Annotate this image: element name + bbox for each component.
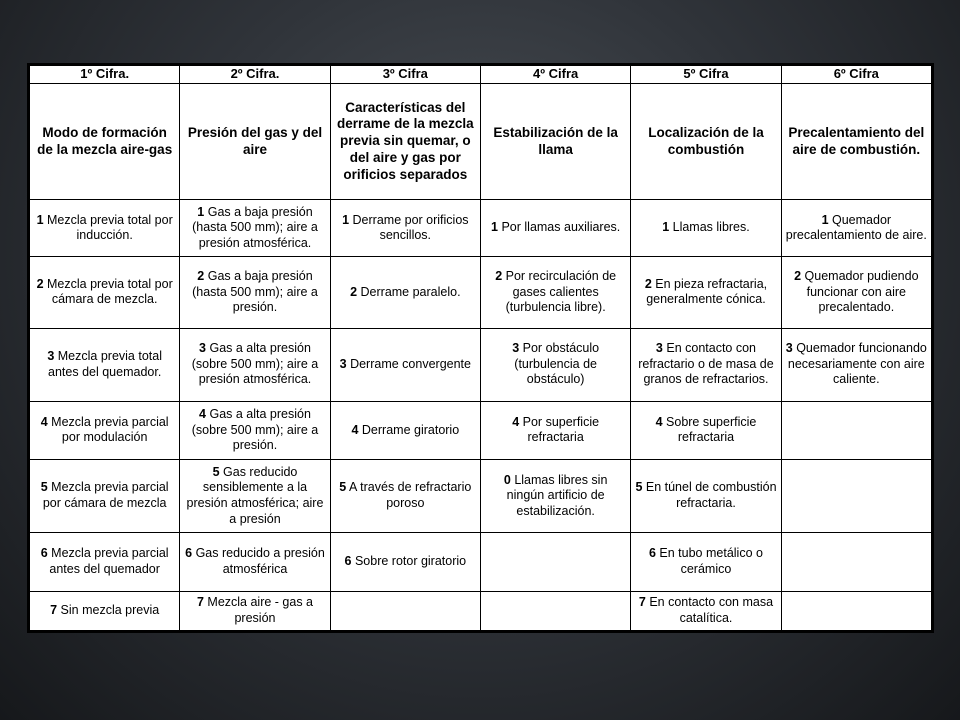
option-number: 6 — [40, 546, 48, 561]
option-number: 7 — [638, 595, 646, 610]
option-number: 2 — [794, 268, 802, 283]
option-text: Mezcla previa total antes del quemador. — [48, 349, 162, 379]
table-row — [30, 328, 932, 401]
option-text: Por recirculación de gases calientes (turbulencia libre). — [505, 268, 617, 315]
option-number: 3 — [199, 341, 206, 356]
option-text: Mezcla previa parcial por modulación — [51, 414, 169, 445]
table-row — [30, 401, 932, 460]
option-number: 6 — [185, 546, 193, 561]
option-text: Mezcla previa parcial antes del quemador — [49, 546, 169, 576]
classification-table-frame — [27, 63, 934, 633]
option-text: En contacto con masa catalítica. — [649, 595, 774, 625]
option-number: 2 — [197, 268, 205, 283]
table-cell — [180, 200, 330, 257]
column-title: Localización de la combustión — [631, 84, 781, 200]
table-cell — [631, 532, 781, 591]
option-number: 5 — [212, 464, 220, 479]
table-cell — [180, 401, 330, 460]
table-cell — [180, 257, 330, 329]
option-number: 6 — [648, 546, 656, 561]
table-row — [30, 200, 932, 257]
table-cell — [30, 200, 180, 257]
table-cell — [180, 460, 330, 533]
option-text: Mezcla previa total por cámara de mezcla. — [47, 276, 173, 307]
option-number: 3 — [339, 356, 347, 371]
option-text: A través de refractario poroso — [349, 480, 472, 511]
table-cell — [330, 401, 480, 460]
option-number: 4 — [351, 422, 359, 437]
table-cell — [30, 460, 180, 533]
option-text: Derrame giratorio — [361, 422, 460, 437]
table-cell — [781, 532, 931, 591]
table-cell — [781, 460, 931, 533]
header-cell: 1º Cifra. — [30, 66, 180, 84]
burner-classification-table — [29, 65, 932, 631]
option-number: 4 — [40, 414, 48, 429]
option-text: Mezcla previa total por inducción. — [47, 212, 173, 243]
table-cell — [330, 532, 480, 591]
table-cell — [781, 257, 931, 329]
table-cell — [480, 328, 630, 401]
table-cell — [631, 200, 781, 257]
column-title: Estabilización de la llama — [480, 84, 630, 200]
table-body — [30, 200, 932, 631]
option-text: Gas reducido sensiblemente a la presión atmosférica; aire a presión — [186, 464, 324, 526]
option-number: 1 — [342, 212, 350, 227]
table-cell — [631, 328, 781, 401]
option-number: 2 — [495, 268, 503, 283]
option-text: Gas reducido a presión atmosférica — [195, 546, 325, 576]
table-cell — [480, 200, 630, 257]
table-row — [30, 460, 932, 533]
table-cell — [781, 401, 931, 460]
option-text: Gas a alta presión (sobre 500 mm); aire a presión. — [191, 406, 319, 453]
option-number: 0 — [503, 472, 511, 487]
table-cell — [330, 328, 480, 401]
option-number: 4 — [512, 414, 520, 429]
option-number: 3 — [512, 341, 520, 356]
option-number: 4 — [199, 406, 206, 421]
option-number: 5 — [339, 480, 347, 495]
option-number: 1 — [197, 204, 205, 219]
header-cell: 4º Cifra — [480, 66, 630, 84]
column-title: Presión del gas y del aire — [180, 84, 330, 200]
option-number: 4 — [655, 414, 663, 429]
option-text: Sobre rotor giratorio — [354, 553, 467, 568]
table-cell — [480, 401, 630, 460]
option-text: Por obstáculo (turbulencia de obstáculo) — [514, 341, 600, 387]
table-cell — [30, 257, 180, 329]
table-cell — [781, 328, 931, 401]
option-text: Quemador funcionando necesariamente con aire caliente. — [787, 341, 927, 387]
table-row — [30, 257, 932, 329]
column-title: Modo de formación de la mezcla aire-gas — [30, 84, 180, 200]
option-number: 3 — [785, 341, 793, 356]
option-text: Derrame por orificios sencillos. — [352, 212, 469, 243]
table-cell — [480, 532, 630, 591]
table-cell — [30, 328, 180, 401]
option-number: 3 — [655, 341, 663, 356]
table-cell — [631, 460, 781, 533]
option-number: 2 — [36, 276, 44, 291]
option-number: 1 — [821, 212, 829, 227]
option-number: 2 — [644, 276, 652, 291]
option-number: 6 — [344, 553, 352, 568]
option-number: 2 — [350, 284, 358, 299]
option-text: Mezcla aire - gas a presión — [207, 595, 314, 625]
option-text: En pieza refractaria, generalmente cónica. — [646, 276, 768, 307]
option-text: Sobre superficie refractaria — [666, 414, 757, 445]
table-cell — [330, 257, 480, 329]
option-text: Quemador pudiendo funcionar con aire precalentado. — [804, 268, 919, 315]
title-row — [30, 84, 932, 200]
option-number: 5 — [635, 480, 643, 495]
header-cell: 3º Cifra — [330, 66, 480, 84]
option-number: 1 — [491, 220, 498, 235]
table-cell — [330, 200, 480, 257]
header-cell: 2º Cifra. — [180, 66, 330, 84]
option-number: 1 — [662, 220, 670, 235]
table-cell — [30, 591, 180, 630]
option-text: Llamas libres sin ningún artificio de estabilización. — [506, 472, 608, 518]
option-text: Mezcla previa parcial por cámara de mezcla — [42, 480, 169, 511]
table-cell — [631, 257, 781, 329]
table-row — [30, 591, 932, 630]
option-text: Derrame convergente — [350, 356, 471, 371]
option-text: Gas a baja presión (hasta 500 mm); aire a presión. — [192, 268, 318, 315]
option-text: Gas a alta presión (sobre 500 mm); aire a presión atmosférica. — [191, 341, 319, 387]
header-row — [30, 66, 932, 84]
table-cell — [781, 591, 931, 630]
option-text: Gas a baja presión (hasta 500 mm); aire a presión atmosférica. — [192, 204, 318, 251]
option-number: 3 — [47, 349, 55, 364]
table-cell — [180, 591, 330, 630]
table-cell — [330, 591, 480, 630]
option-text: En contacto con refractario o de masa de granos de refractarios. — [638, 341, 774, 387]
table-cell — [631, 401, 781, 460]
option-text: Por superficie refractaria — [522, 414, 600, 445]
table-cell — [480, 257, 630, 329]
table-cell — [330, 460, 480, 533]
option-text: En túnel de combustión refractaria. — [645, 480, 777, 511]
column-title: Precalentamiento del aire de combustión. — [781, 84, 931, 200]
table-row — [30, 532, 932, 591]
header-cell: 5º Cifra — [631, 66, 781, 84]
option-text: Sin mezcla previa — [60, 602, 160, 617]
header-cell: 6º Cifra — [781, 66, 931, 84]
table-cell — [30, 401, 180, 460]
option-number: 5 — [40, 480, 48, 495]
column-title: Características del derrame de la mezcla previa sin quemar, o del aire y gas por orificios separados — [330, 84, 480, 200]
option-number: 1 — [36, 212, 44, 227]
table-cell — [180, 328, 330, 401]
option-text: Quemador precalentamiento de aire. — [785, 212, 927, 243]
table-cell — [180, 532, 330, 591]
table-cell — [480, 460, 630, 533]
option-text: En tubo metálico o cerámico — [659, 546, 763, 576]
option-text: Por llamas auxiliares. — [501, 220, 621, 235]
table-cell — [30, 532, 180, 591]
option-text: Llamas libres. — [672, 220, 750, 235]
table-cell — [781, 200, 931, 257]
option-number: 7 — [50, 602, 58, 617]
table-cell — [631, 591, 781, 630]
table-cell — [480, 591, 630, 630]
option-text: Derrame paralelo. — [360, 284, 461, 299]
option-number: 7 — [196, 595, 204, 610]
